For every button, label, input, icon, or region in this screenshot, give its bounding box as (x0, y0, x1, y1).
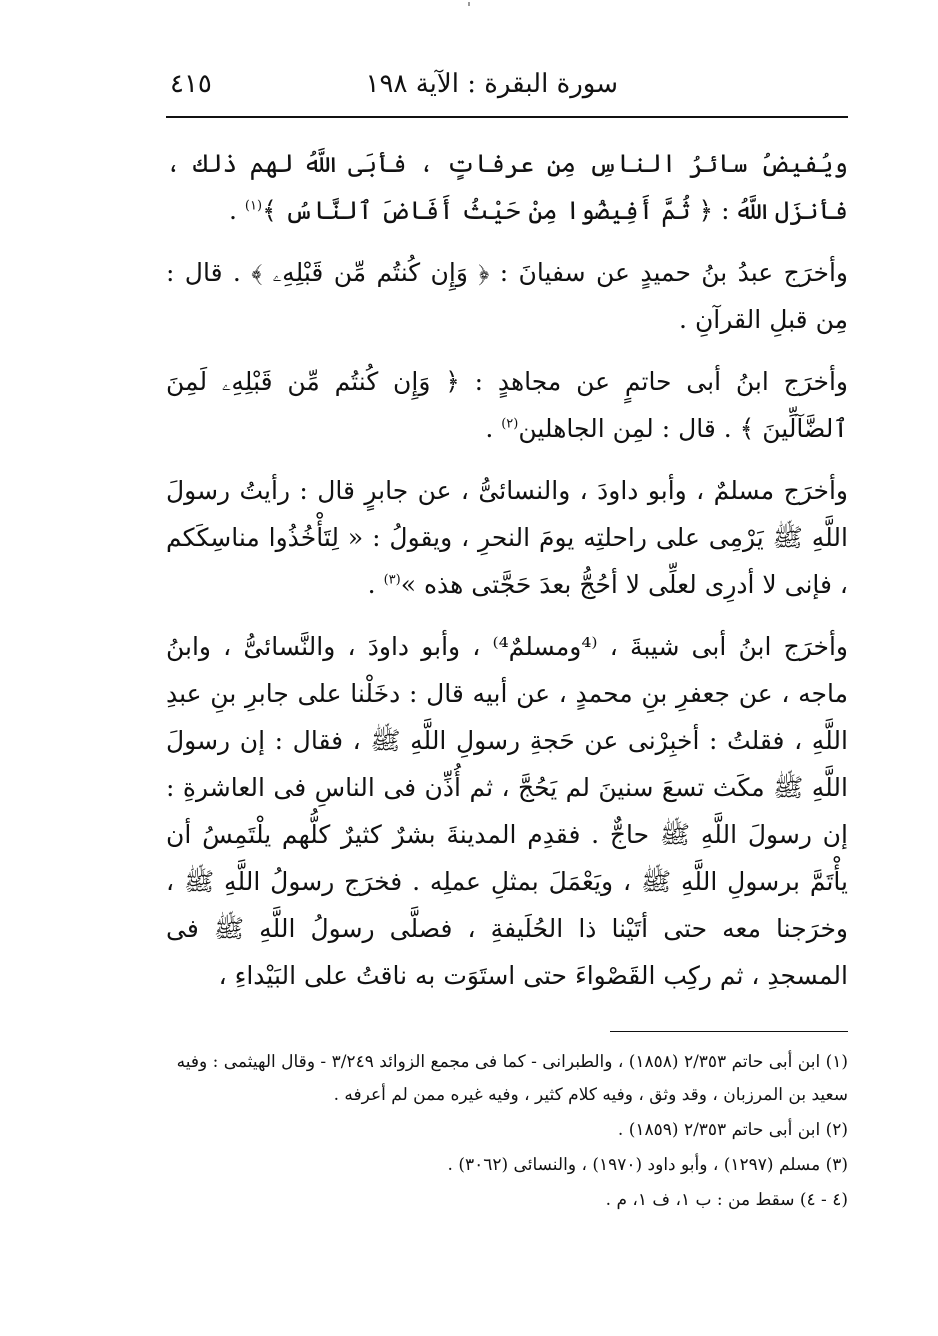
paragraph-1 (166, 140, 848, 234)
paragraph-text: وأخرَج ابنُ أبى حاتمٍ عن مجاهدٍ : ﴿ وَإِن كُنتُم مِّن قَبْلِهِۦ لَمِنَ ٱلضَّآلِّينَ ﴾ . قال : لمِن الجاهلين (166, 367, 848, 443)
paragraph-3 (166, 358, 848, 452)
footnote-rule (610, 1031, 848, 1032)
paragraph-text: ويُفيضُ سائرُ الناسِ مِن عرفاتٍ ، فأبَى اللَّهُ لهم ذلك ، فأنزَل اللَّهُ : ﴿ ثُمَّ أَفِيضُوا مِنْ حَيْثُ أَفَاضَ ٱلنَّاسُ ﴾ (166, 149, 848, 225)
footnote-marker: (٢) (501, 416, 519, 432)
running-title: سورة البقرة : الآية ١٩٨ (365, 69, 618, 99)
paragraph-2 (166, 249, 848, 343)
footnote-2: (٢) ابن أبى حاتم ٢/٣٥٣ (١٨٥٩) . (617, 1120, 848, 1140)
main-text (166, 140, 848, 1014)
footnotes (166, 1046, 848, 1219)
paragraph-4 (166, 467, 848, 608)
footnote-1: (١) ابن أبى حاتم ٢/٣٥٣ (١٨٥٨) ، والطبرانى - كما فى مجمع الزوائد ٣/٢٤٩ - وقال الهيثمى : وفيه سعيد بن المرزبان ، وقد وثق ، وفيه كلام كثير ، وفيه غيره ممن لم أعرفه . (176, 1052, 848, 1105)
footnote-4: (٤ - ٤) سقط من : ب ١، ف ١، م . (605, 1190, 848, 1210)
header-rule (166, 116, 848, 118)
page-number: ٤١٥ (170, 69, 212, 99)
footnote-marker: (٣) (383, 572, 401, 588)
scan-mark (468, 2, 470, 6)
paragraph-text: وأخرَج مسلمٌ ، وأبو داودَ ، والنسائىُّ ، عن جابرٍ قال : رأيتُ رسولَ اللَّهِ ﷺ يَرْمِى على راحلتِه يومَ النحرِ ، ويقولُ : « لِتَأْخُذُوا مناسِكَكم ، فإنى لا أدرِى لعلِّى لا أحُجُّ بعدَ حَجَّتى هذه » (166, 476, 848, 599)
paragraph-tail: . (229, 196, 245, 225)
footnote-marker: (١) (244, 198, 263, 214)
paragraph-tail: . (485, 414, 502, 443)
footnote-3: (٣) مسلم (١٢٩٧) ، وأبو داود (١٩٧٠) ، والنسائى (٣٠٦٢) . (447, 1155, 848, 1175)
page-header (170, 64, 848, 104)
paragraph-5 (166, 623, 848, 999)
paragraph-text: وأخرَج ابنُ أبى شيبةَ ، ⁽⁴ومسلمٌ⁴⁾ ، وأبو داودَ ، والنَّسائىُّ ، وابنُ ماجه ، عن جعفرِ بنِ محمدٍ ، عن أبيه قال : دخَلْنا على جابرِ بنِ عبدِ اللَّهِ ، فقلتُ : أخبِرْنى عن حَجةِ رسولِ اللَّهِ ﷺ ، فقال : إن رسولَ اللَّهِ ﷺ مكَث تسعَ سنينَ لم يَحُجَّ ، ثم أُذِّن فى الناسِ فى العاشرةِ : إن رسولَ اللَّهِ ﷺ حاجٌّ . فقدِم المدينةَ بشرٌ كثيرٌ كلُّهم يلْتَمِسُ أن يأْتَمَّ برسولِ اللَّهِ ﷺ ، ويَعْمَلَ بمثلِ عملِه . فخرَج رسولُ اللَّهِ ﷺ ، وخرَجنا معه حتى أتَيْنا ذا الحُلَيفةِ ، فصلَّى رسولُ اللَّهِ ﷺ فى المسجدِ ، ثم ركِب القَصْواءَ حتى استَوَت به ناقتُ على البَيْداءِ ، (166, 632, 848, 990)
paragraph-text: وأخرَج عبدُ بنُ حميدٍ عن سفيانَ : ﴿ وَإِن كُنتُم مِّن قَبْلِهِۦ ﴾ . قال : مِن قبلِ القرآنِ . (166, 258, 848, 334)
paragraph-tail: . (367, 570, 384, 599)
